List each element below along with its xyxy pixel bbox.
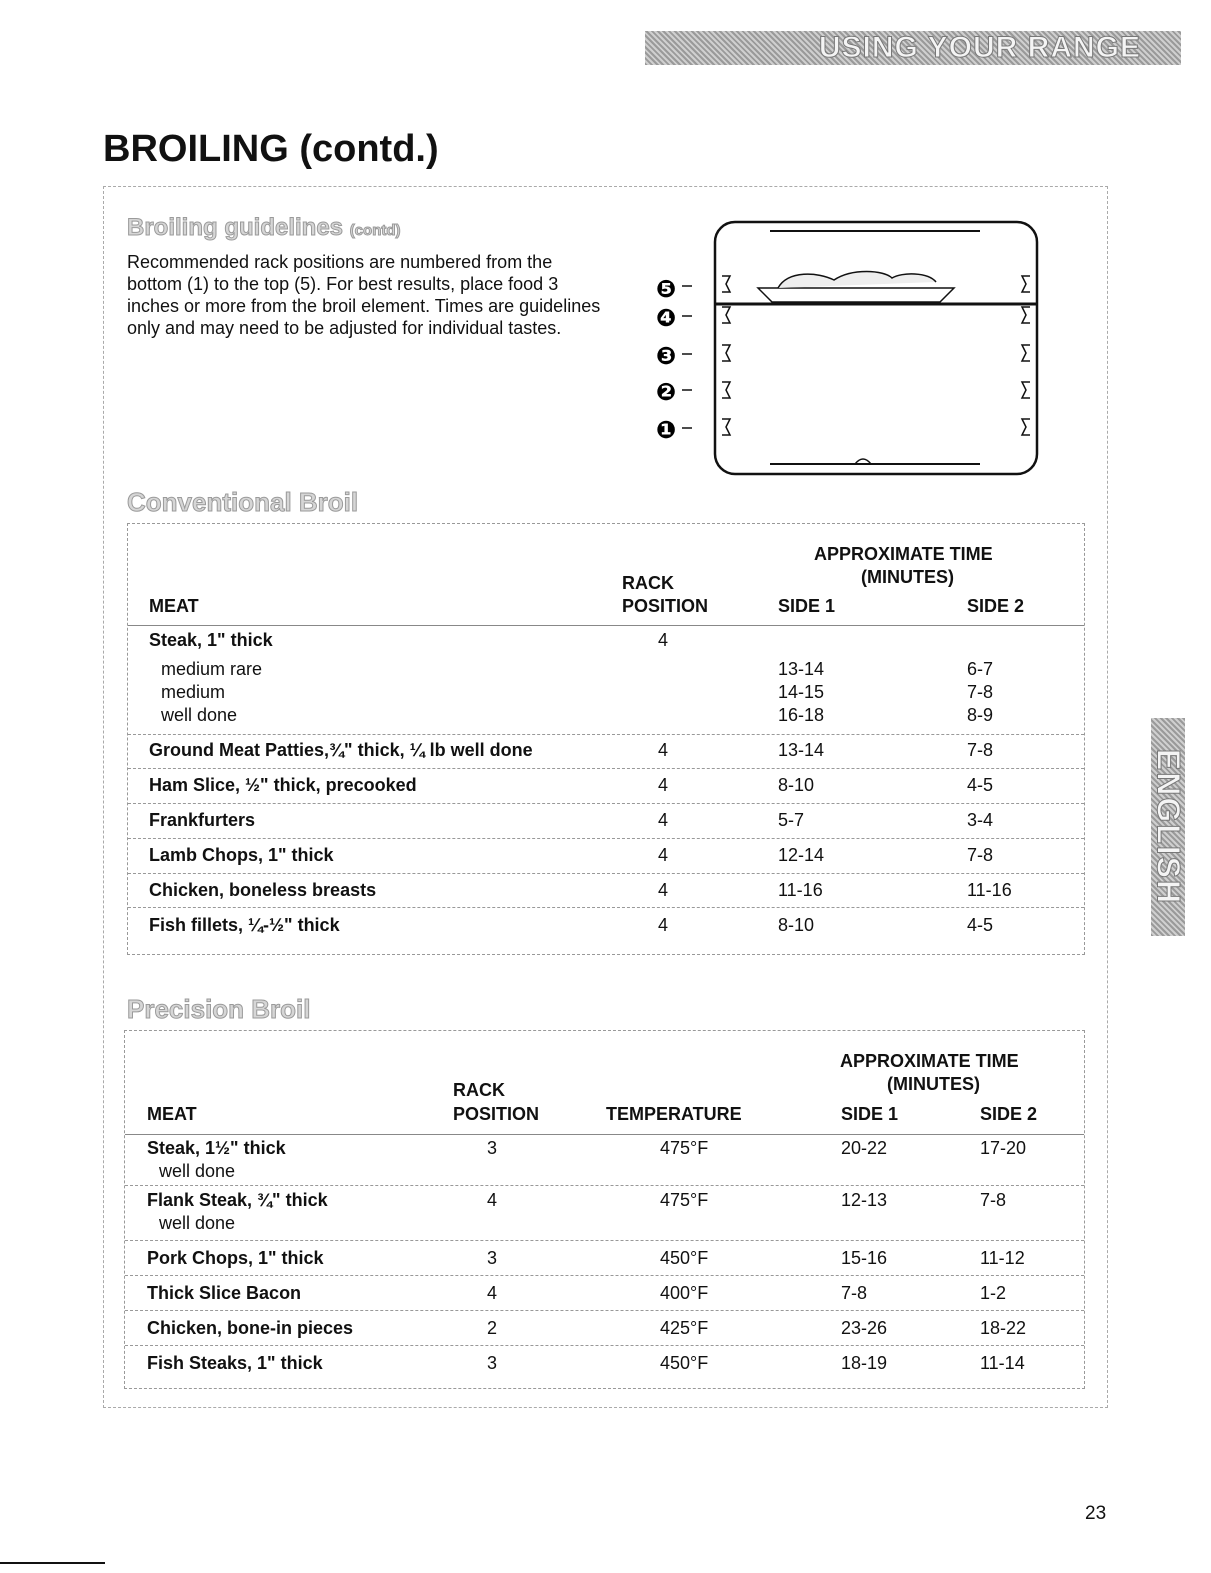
prec-row-temp: 425°F	[660, 1318, 709, 1338]
prec-row-side1: 15-16	[841, 1248, 888, 1268]
conv-steak-name: Steak, 1" thick	[149, 630, 273, 650]
prec-row-sub: well done	[159, 1213, 236, 1233]
language-tab	[1151, 718, 1185, 936]
prec-row-side2: 1-2	[980, 1283, 1007, 1303]
section-banner	[645, 31, 1181, 65]
conv-steak-sub-side2: 7-8	[967, 682, 994, 702]
prec-header-side2: SIDE 2	[980, 1104, 1038, 1124]
prec-row-rack: 2	[487, 1318, 498, 1338]
conv-header-side2: SIDE 2	[967, 596, 1025, 616]
prec-header-approx1: APPROXIMATE TIME	[840, 1051, 1019, 1071]
prec-row-side2: 18-22	[980, 1318, 1027, 1338]
prec-row-sub: well done	[159, 1161, 236, 1181]
prec-row-side2: 11-12	[980, 1248, 1025, 1268]
conv-steak-sub-side2: 8-9	[967, 705, 994, 725]
conv-steak-rack: 4	[658, 630, 669, 650]
conv-steak-sub-name: medium	[161, 682, 226, 702]
prec-row-rack: 3	[487, 1248, 498, 1268]
conv-row-rack: 4	[658, 775, 669, 795]
conv-steak-sub-side2: 6-7	[967, 659, 994, 679]
prec-row-name: Steak, 1½" thick	[147, 1138, 286, 1158]
conv-row-side1: 11-16	[778, 880, 823, 900]
rack-number-4: ❹	[655, 304, 677, 332]
prec-header-rack1: RACK	[453, 1080, 505, 1100]
language-tab-text: ENGLISH	[1150, 748, 1187, 906]
prec-row-temp: 450°F	[660, 1353, 709, 1373]
conv-row-rack: 4	[658, 845, 669, 865]
conv-steak-sub-name: medium rare	[161, 659, 263, 679]
conv-header-rack1: RACK	[622, 573, 674, 593]
prec-row-side1: 18-19	[841, 1353, 888, 1373]
prec-header-side1: SIDE 1	[841, 1104, 899, 1124]
oven-rack-diagram	[650, 218, 1045, 478]
conv-row-name: Ground Meat Patties,¾" thick, ¼ lb well done	[149, 740, 533, 760]
prec-row-side1: 20-22	[841, 1138, 888, 1158]
prec-row-name: Thick Slice Bacon	[147, 1283, 302, 1303]
conv-header-approx1: APPROXIMATE TIME	[814, 544, 993, 564]
prec-row-side2: 7-8	[980, 1190, 1007, 1210]
banner-text: USING YOUR RANGE	[818, 31, 1141, 64]
conv-steak-sub-side1: 13-14	[778, 659, 825, 679]
prec-row-side2: 11-14	[980, 1353, 1025, 1373]
prec-row-name: Chicken, bone-in pieces	[147, 1318, 354, 1338]
conv-steak-sub-side1: 14-15	[778, 682, 825, 702]
rack-number-1: ❶	[655, 416, 677, 444]
prec-row-rack: 3	[487, 1138, 498, 1158]
guidelines-text: Recommended rack positions are numbered from the bottom (1) to the top (5). For best results, place food 3 inches or more from the broil element. Times are guidelines only and may need to be adjusted for individual tastes.	[127, 252, 601, 338]
conv-row-side2: 11-16	[967, 880, 1012, 900]
prec-header-meat: MEAT	[147, 1104, 197, 1124]
conv-header-side1: SIDE 1	[778, 596, 836, 616]
prec-row-name: Flank Steak, ¾" thick	[147, 1190, 328, 1210]
conv-row-rack: 4	[658, 880, 669, 900]
conv-row-side2: 7-8	[967, 740, 994, 760]
conv-row-side2: 3-4	[967, 810, 994, 830]
footer-rule	[0, 1562, 105, 1564]
prec-row-side1: 23-26	[841, 1318, 888, 1338]
prec-header-approx2: (MINUTES)	[887, 1074, 980, 1094]
prec-row-name: Pork Chops, 1" thick	[147, 1248, 324, 1268]
prec-row-temp: 475°F	[660, 1190, 709, 1210]
conv-row-side1: 12-14	[778, 845, 825, 865]
conv-row-rack: 4	[658, 810, 669, 830]
guidelines-heading	[127, 214, 401, 242]
guidelines-heading-text: Broiling guidelines	[127, 214, 344, 241]
prec-row-temp: 450°F	[660, 1248, 709, 1268]
precision-broil-table	[124, 1030, 1085, 1389]
prec-row-rack: 3	[487, 1353, 498, 1373]
conv-row-side1: 8-10	[778, 915, 815, 935]
conv-row-name: Ham Slice, ½" thick, precooked	[149, 775, 417, 795]
conv-row-side2: 4-5	[967, 775, 994, 795]
conv-row-side1: 8-10	[778, 775, 815, 795]
rack-number-5: ❺	[655, 275, 677, 303]
conv-row-name: Frankfurters	[149, 810, 256, 830]
prec-header-rack2: POSITION	[453, 1104, 540, 1124]
conv-row-name: Lamb Chops, 1" thick	[149, 845, 334, 865]
conv-header-approx2: (MINUTES)	[861, 567, 954, 587]
rack-number-2: ❷	[655, 378, 677, 406]
broiler-pan-icon	[758, 288, 954, 302]
page-title: BROILING (contd.)	[103, 128, 439, 170]
prec-row-name: Fish Steaks, 1" thick	[147, 1353, 323, 1373]
page-number: 23	[1085, 1503, 1107, 1524]
conventional-heading: Conventional Broil	[127, 487, 359, 517]
conv-row-side2: 4-5	[967, 915, 994, 935]
guidelines-heading-suffix: (contd)	[349, 222, 401, 239]
conv-row-side1: 5-7	[778, 810, 805, 830]
conv-row-name: Fish fillets, ¼-½" thick	[149, 915, 340, 935]
conv-row-side2: 7-8	[967, 845, 994, 865]
conv-header-rack2: POSITION	[622, 596, 709, 616]
prec-row-rack: 4	[487, 1283, 498, 1303]
conv-row-side1: 13-14	[778, 740, 825, 760]
conv-row-rack: 4	[658, 740, 669, 760]
prec-row-temp: 400°F	[660, 1283, 709, 1303]
conv-header-meat: MEAT	[149, 596, 199, 616]
precision-heading: Precision Broil	[127, 994, 311, 1024]
conv-row-name: Chicken, boneless breasts	[149, 880, 377, 900]
conv-steak-sub-side1: 16-18	[778, 705, 825, 725]
prec-row-rack: 4	[487, 1190, 498, 1210]
prec-header-temp: TEMPERATURE	[606, 1104, 742, 1124]
rack-number-3: ❸	[655, 342, 677, 370]
prec-row-side1: 7-8	[841, 1283, 868, 1303]
conventional-broil-table	[127, 523, 1085, 955]
conv-row-rack: 4	[658, 915, 669, 935]
prec-row-side1: 12-13	[841, 1190, 888, 1210]
conv-steak-sub-name: well done	[161, 705, 238, 725]
prec-row-temp: 475°F	[660, 1138, 709, 1158]
prec-row-side2: 17-20	[980, 1138, 1027, 1158]
